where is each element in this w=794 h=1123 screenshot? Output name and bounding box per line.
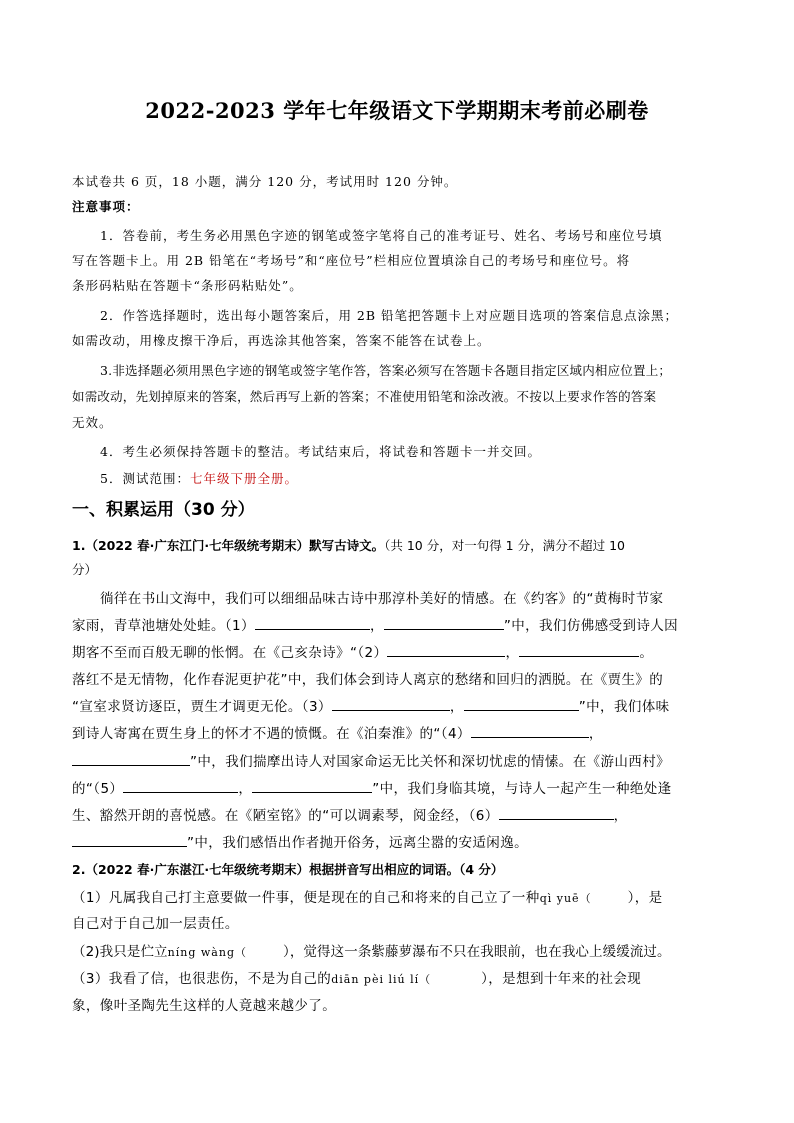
q1-line-4: 落红不是无情物，化作春泥更护花”中，我们体会到诗人离京的愁绪和回归的洒脱。在《贾生》的 [72,672,664,688]
pinyin-2: níng wàng（ [167,946,247,959]
q1-text: ”中，我们揣摩出诗人对国家命运无比关怀和深切忧虑的情愫。在《游山西村》 [190,754,670,770]
notice-5-prefix: 5．测试范围： [100,471,190,486]
q1-text: 期客不至而百般无聊的怅惘。在《己亥杂诗》“（2） [72,645,388,661]
answer-blank-2b[interactable] [519,642,639,657]
q2-text: ），觉得这一条紫藤萝瀑布不只在我眼前，也在我心上缓缓流过。 [282,944,671,960]
pinyin-3: diān pèi liú lí（ [331,973,432,986]
q1-line-1: 徜徉在书山文海中，我们可以细细品味古诗中那淳朴美好的情感。在《约客》的“黄梅时节家 [100,591,664,607]
q1-text: ”中，我们体味 [578,699,670,715]
notice-1-line-3: 条形码粘贴在答题卡“条形码粘贴处”。 [72,278,303,293]
test-scope: 七年级下册全册。 [189,471,298,486]
q1-line-10 [72,831,724,851]
section-heading-1: 一、积累运用（30 分） [72,500,255,520]
notice-4: 4．考生必须保持答题卡的整洁。考试结束后，将试卷和答题卡一并交回。 [100,444,541,459]
q1-line-6: 到诗人寄寓在贾生身上的怀才不遇的愤慨。在《泊秦淮》的“（4） ， [72,722,724,742]
notice-1-line-1: 1．答卷前，考生务必用黑色字迹的钢笔或签字笔将自己的准考证号、姓名、考场号和座位号填 [100,228,663,243]
question-1-heading-cont [72,560,724,578]
q2-line-2: 自己对于自己加一层责任。 [72,916,239,932]
q1-text: 到诗人寄寓在贾生身上的怀才不遇的愤慨。在《泊秦淮》的“（4） [72,726,471,742]
answer-blank-1b[interactable] [384,615,504,630]
q1-text: ”中，我们感悟出作者抛开俗务，远离尘嚣的安适闲逸。 [187,835,528,851]
q1-text: 。 [639,645,654,661]
q2-line-5: 象，像叶圣陶先生这样的人竟越来越少了。 [72,998,337,1014]
q1-text: ， [505,645,520,661]
notice-heading: 注意事项： [72,199,140,214]
answer-blank-2a[interactable] [387,642,505,657]
q1-text: 家雨，青草池塘处处蛙。（1） [72,618,255,634]
question-1-score-note: （共 10 分，对一句得 1 分，满分不超过 10 [384,538,625,553]
answer-blank-3b[interactable] [464,696,579,711]
q1-text: ， [449,699,464,715]
q2-text: （3）我看了信，也很悲伤，不是为自己的 [72,971,332,987]
question-1-title: 1.（2022 春·广东江门·七年级统考期末）默写古诗文。 [72,538,385,553]
answer-blank-5a[interactable] [123,778,238,793]
q1-line-9 [72,804,724,824]
q1-line-7 [72,750,724,770]
notice-3-line-2: 如需改动，先划掉原来的答案，然后再写上新的答案；不准使用铅笔和涂改液。不按以上要求作答的答案 [72,389,657,404]
notice-2-line-1: 2．作答选择题时，选出每小题答案后，用 2B 铅笔把答题卡上对应题目选项的答案信息点涂黑； [100,308,679,323]
notice-3-line-1: 3.非选择题必须用黑色字迹的钢笔或签字笔作答，答案必须写在答题卡各题目指定区域内相应位置上； [100,363,672,378]
answer-blank-5b[interactable] [252,778,372,793]
pinyin-1: qì yuē（ [539,892,592,905]
q2-text: （1）凡属我自己打主意要做一件事，便是现在的自己和将来的自己立了一种 [72,890,540,906]
q1-line-8 [72,777,724,797]
answer-blank-4b[interactable] [72,751,190,766]
q1-line-3 [72,641,724,661]
q2-text: ），是 [627,890,663,906]
page-title: 2022-2023 学年七年级语文下学期期末考前必刷卷 [145,98,649,123]
notice-1-line-2: 写在答题卡上。用 2B 铅笔在“考场号”和“座位号”栏相应位置填涂自己的考场号和座位号。将 [72,253,631,268]
answer-blank-3a[interactable] [332,696,450,711]
q2-text: （2)我只是伫立 [72,944,168,960]
q1-text: “宣室求贤访逐臣，贾生才调更无伦。（3） [72,699,332,715]
question-1-score-note-cont: 分） [72,562,98,577]
answer-blank-4a[interactable] [471,723,589,738]
q2-text: ），是想到十年来的社会现 [481,971,642,987]
notice-3-line-3: 无效。 [72,415,113,430]
q2-line-4 [72,967,724,987]
q2-line-3 [72,940,724,960]
question-2-heading: 2.（2022 春·广东湛江·七年级统考期末）根据拼音写出相应的词语。（4 分） [72,862,504,877]
q1-text: ， [369,618,384,634]
q2-line-1 [72,886,724,906]
q1-text: ”中，我们仿佛感受到诗人因 [503,618,679,634]
answer-blank-6b[interactable] [72,832,187,847]
question-1-heading [72,536,724,554]
notice-5 [100,469,724,487]
answer-blank-6a[interactable] [499,805,614,820]
exam-intro: 本试卷共 6 页，18 小题，满分 120 分，考试用时 120 分钟。 [72,174,458,189]
q1-line-5 [72,695,724,715]
q1-text: ， [238,781,253,797]
q1-text: ”中，我们身临其境，与诗人一起产生一种绝处逢 [372,781,672,797]
q1-text: ， [613,808,628,824]
q1-line-2 [72,614,724,634]
q1-text: 生、豁然开朗的喜悦感。在《陋室铭》的“可以调素琴，阅金经，（6） [72,808,499,824]
notice-2-line-2: 如需改动，用橡皮擦干净后，再选涂其他答案，答案不能答在试卷上。 [72,333,491,348]
q1-text: 的“（5） [72,781,124,797]
answer-blank-1a[interactable] [255,615,370,630]
